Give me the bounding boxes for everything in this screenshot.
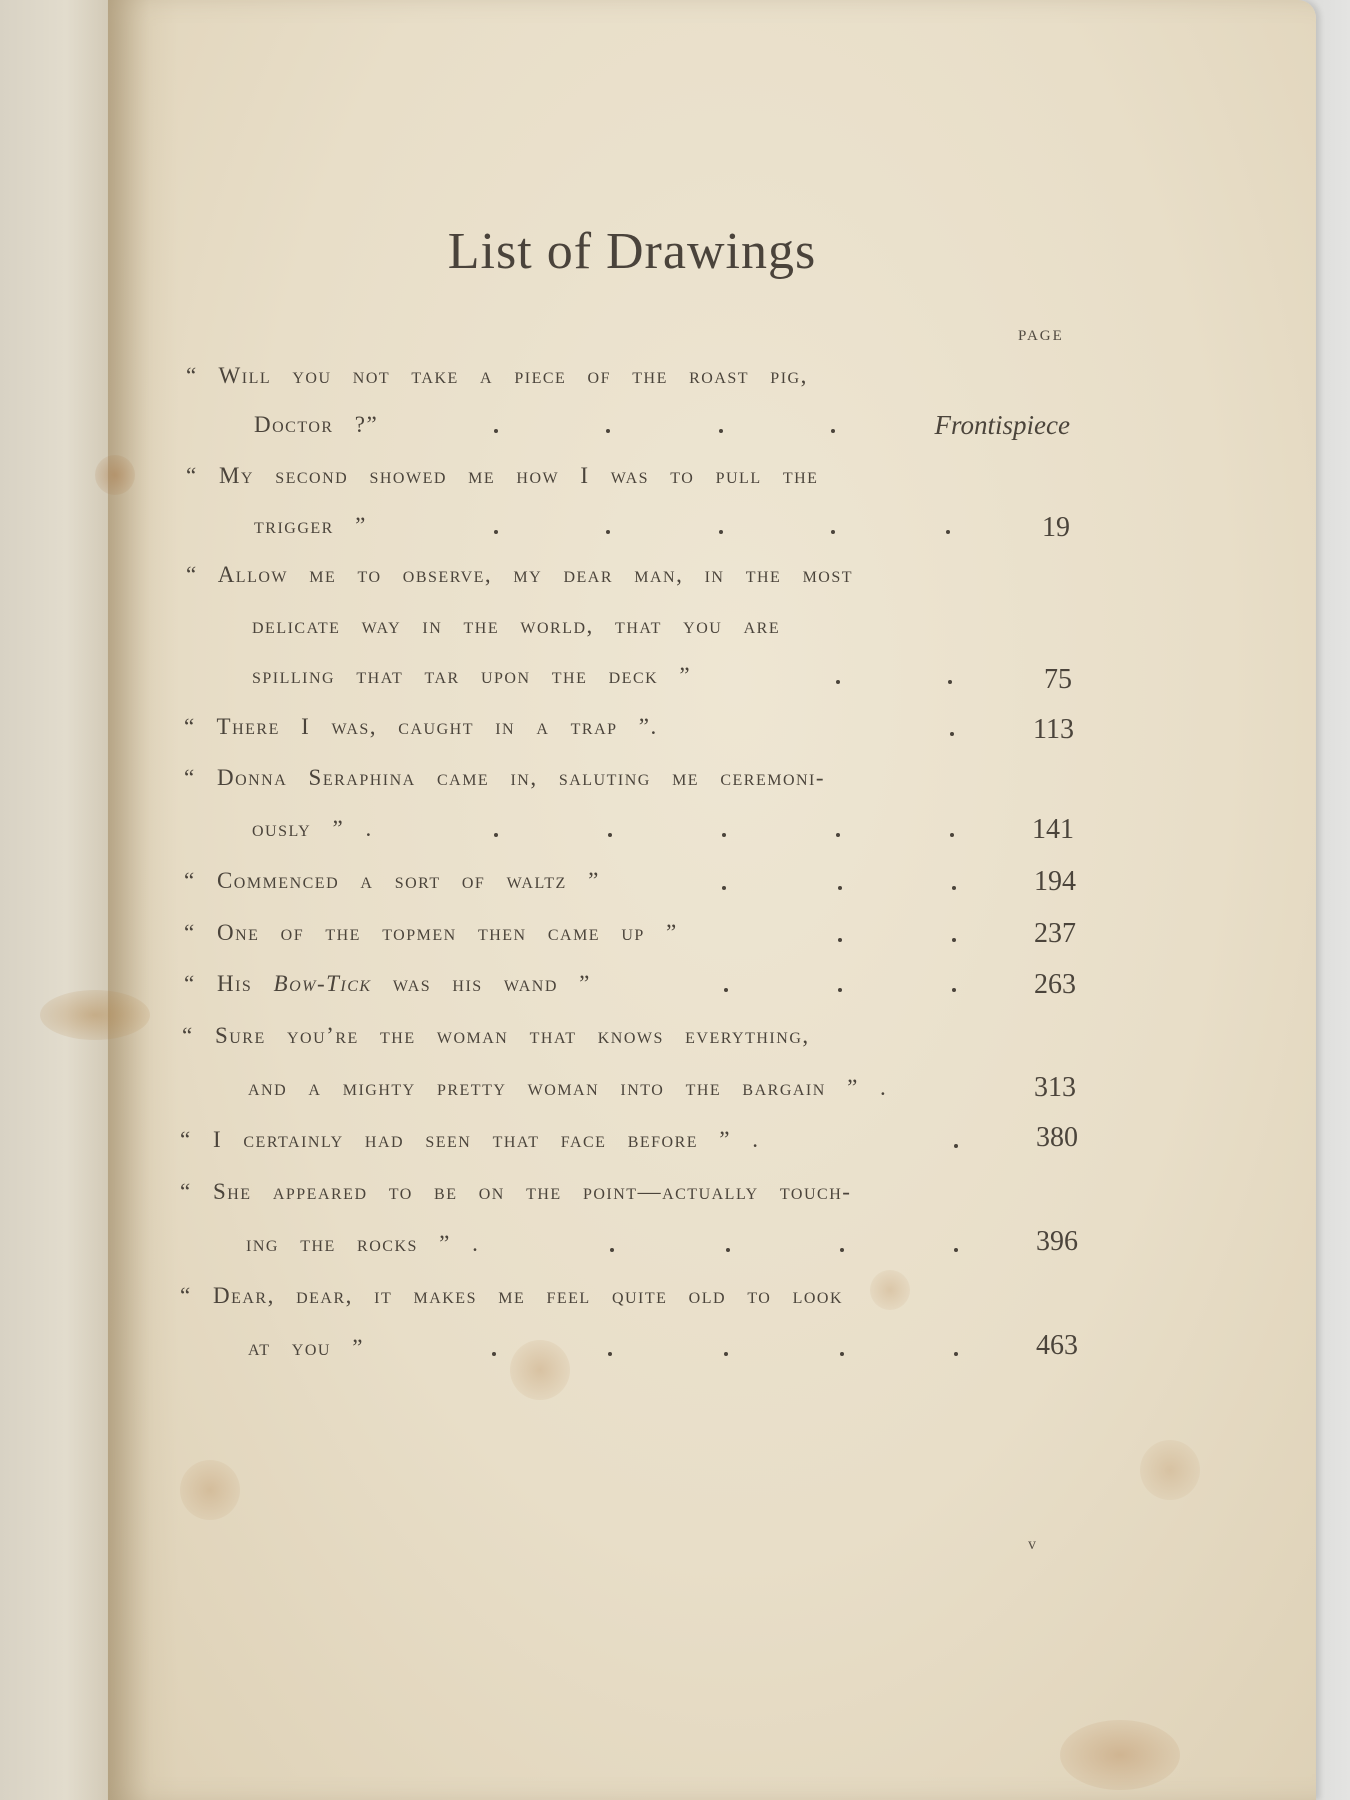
- leader-dot: [836, 680, 840, 684]
- entry-line: “ Allow me to observe, my dear man, in the most: [186, 562, 854, 587]
- leader-dot: [722, 886, 726, 890]
- leader-dot: [606, 429, 610, 433]
- entry-line: at you ”: [248, 1335, 364, 1360]
- entry-line: trigger ”: [254, 513, 367, 538]
- entry-line: “ Sure you’re the woman that knows everything,: [182, 1023, 810, 1048]
- leader-dot: [838, 886, 842, 890]
- leader-dot: [722, 833, 726, 837]
- entry-line: and a mighty pretty woman into the bargain ” .: [248, 1075, 888, 1100]
- entry-line: ing the rocks ” .: [246, 1231, 480, 1256]
- entry-line: “ Dear, dear, it makes me feel quite old to look: [180, 1283, 844, 1308]
- entry-line: “ Donna Seraphina came in, saluting me ceremoni-: [184, 765, 826, 790]
- leader-dot: [831, 530, 835, 534]
- entry-line: “ My second showed me how I was to pull the: [186, 463, 819, 488]
- entry-page-number: 263: [1034, 969, 1076, 1000]
- leader-dot: [719, 429, 723, 433]
- page-column-header: PAGE: [1018, 328, 1064, 344]
- entry-line: [184, 964, 591, 1004]
- entry-line: “ One of the topmen then came up ”: [184, 920, 678, 945]
- leader-dot: [838, 988, 842, 992]
- entry-page-number: 313: [1034, 1072, 1076, 1103]
- entry-text-start: “ His: [184, 971, 274, 996]
- entry-text-end: was his wand ”: [392, 971, 591, 996]
- entry-page-number: 141: [1032, 814, 1074, 845]
- leader-dot: [838, 938, 842, 942]
- leader-dot: [494, 429, 498, 433]
- entry-page-number: 19: [1042, 512, 1070, 543]
- entry-line: Doctor ?”: [254, 412, 379, 437]
- entry-page-number: 396: [1036, 1226, 1078, 1257]
- entry-line: “ Will you not take a piece of the roast pig,: [186, 363, 808, 388]
- entry-italic-term: Bow-Tick: [273, 971, 372, 996]
- entry-line: “ I certainly had seen that face before ” .: [180, 1127, 760, 1152]
- entry-line: “ Commenced a sort of waltz ”: [184, 868, 600, 893]
- leader-dot: [724, 988, 728, 992]
- leader-dot: [726, 1248, 730, 1252]
- entry-page-number: 113: [1033, 714, 1074, 745]
- entry-page-number: 194: [1034, 866, 1076, 897]
- leader-dot: [831, 429, 835, 433]
- entry-page-number: 380: [1036, 1122, 1078, 1153]
- leader-dot: [492, 1352, 496, 1356]
- page-title: List of Drawings: [447, 223, 817, 280]
- entry-page-number: 463: [1036, 1330, 1078, 1361]
- entry-line: “ There I was, caught in a trap ”.: [184, 714, 658, 739]
- leader-dot: [836, 833, 840, 837]
- entry-page-number: 75: [1044, 664, 1072, 695]
- leader-dot: [494, 833, 498, 837]
- leader-dot: [724, 1352, 728, 1356]
- entry-line: “ She appeared to be on the point—actually touch-: [180, 1179, 852, 1204]
- entry-line: ously ” .: [252, 816, 373, 841]
- leader-dot: [494, 530, 498, 534]
- leader-dot: [719, 530, 723, 534]
- entry-line: spilling that tar upon the deck ”: [252, 663, 692, 688]
- entry-page-number: 237: [1034, 918, 1076, 949]
- leader-dot: [610, 1248, 614, 1252]
- leader-dot: [840, 1352, 844, 1356]
- leader-dot: [608, 833, 612, 837]
- leader-dot: [608, 1352, 612, 1356]
- leader-dot: [606, 530, 610, 534]
- entry-line: delicate way in the world, that you are: [252, 613, 781, 638]
- folio-number: v: [1028, 1536, 1036, 1553]
- leader-dot: [840, 1248, 844, 1252]
- entry-page-number: Frontispiece: [934, 410, 1070, 440]
